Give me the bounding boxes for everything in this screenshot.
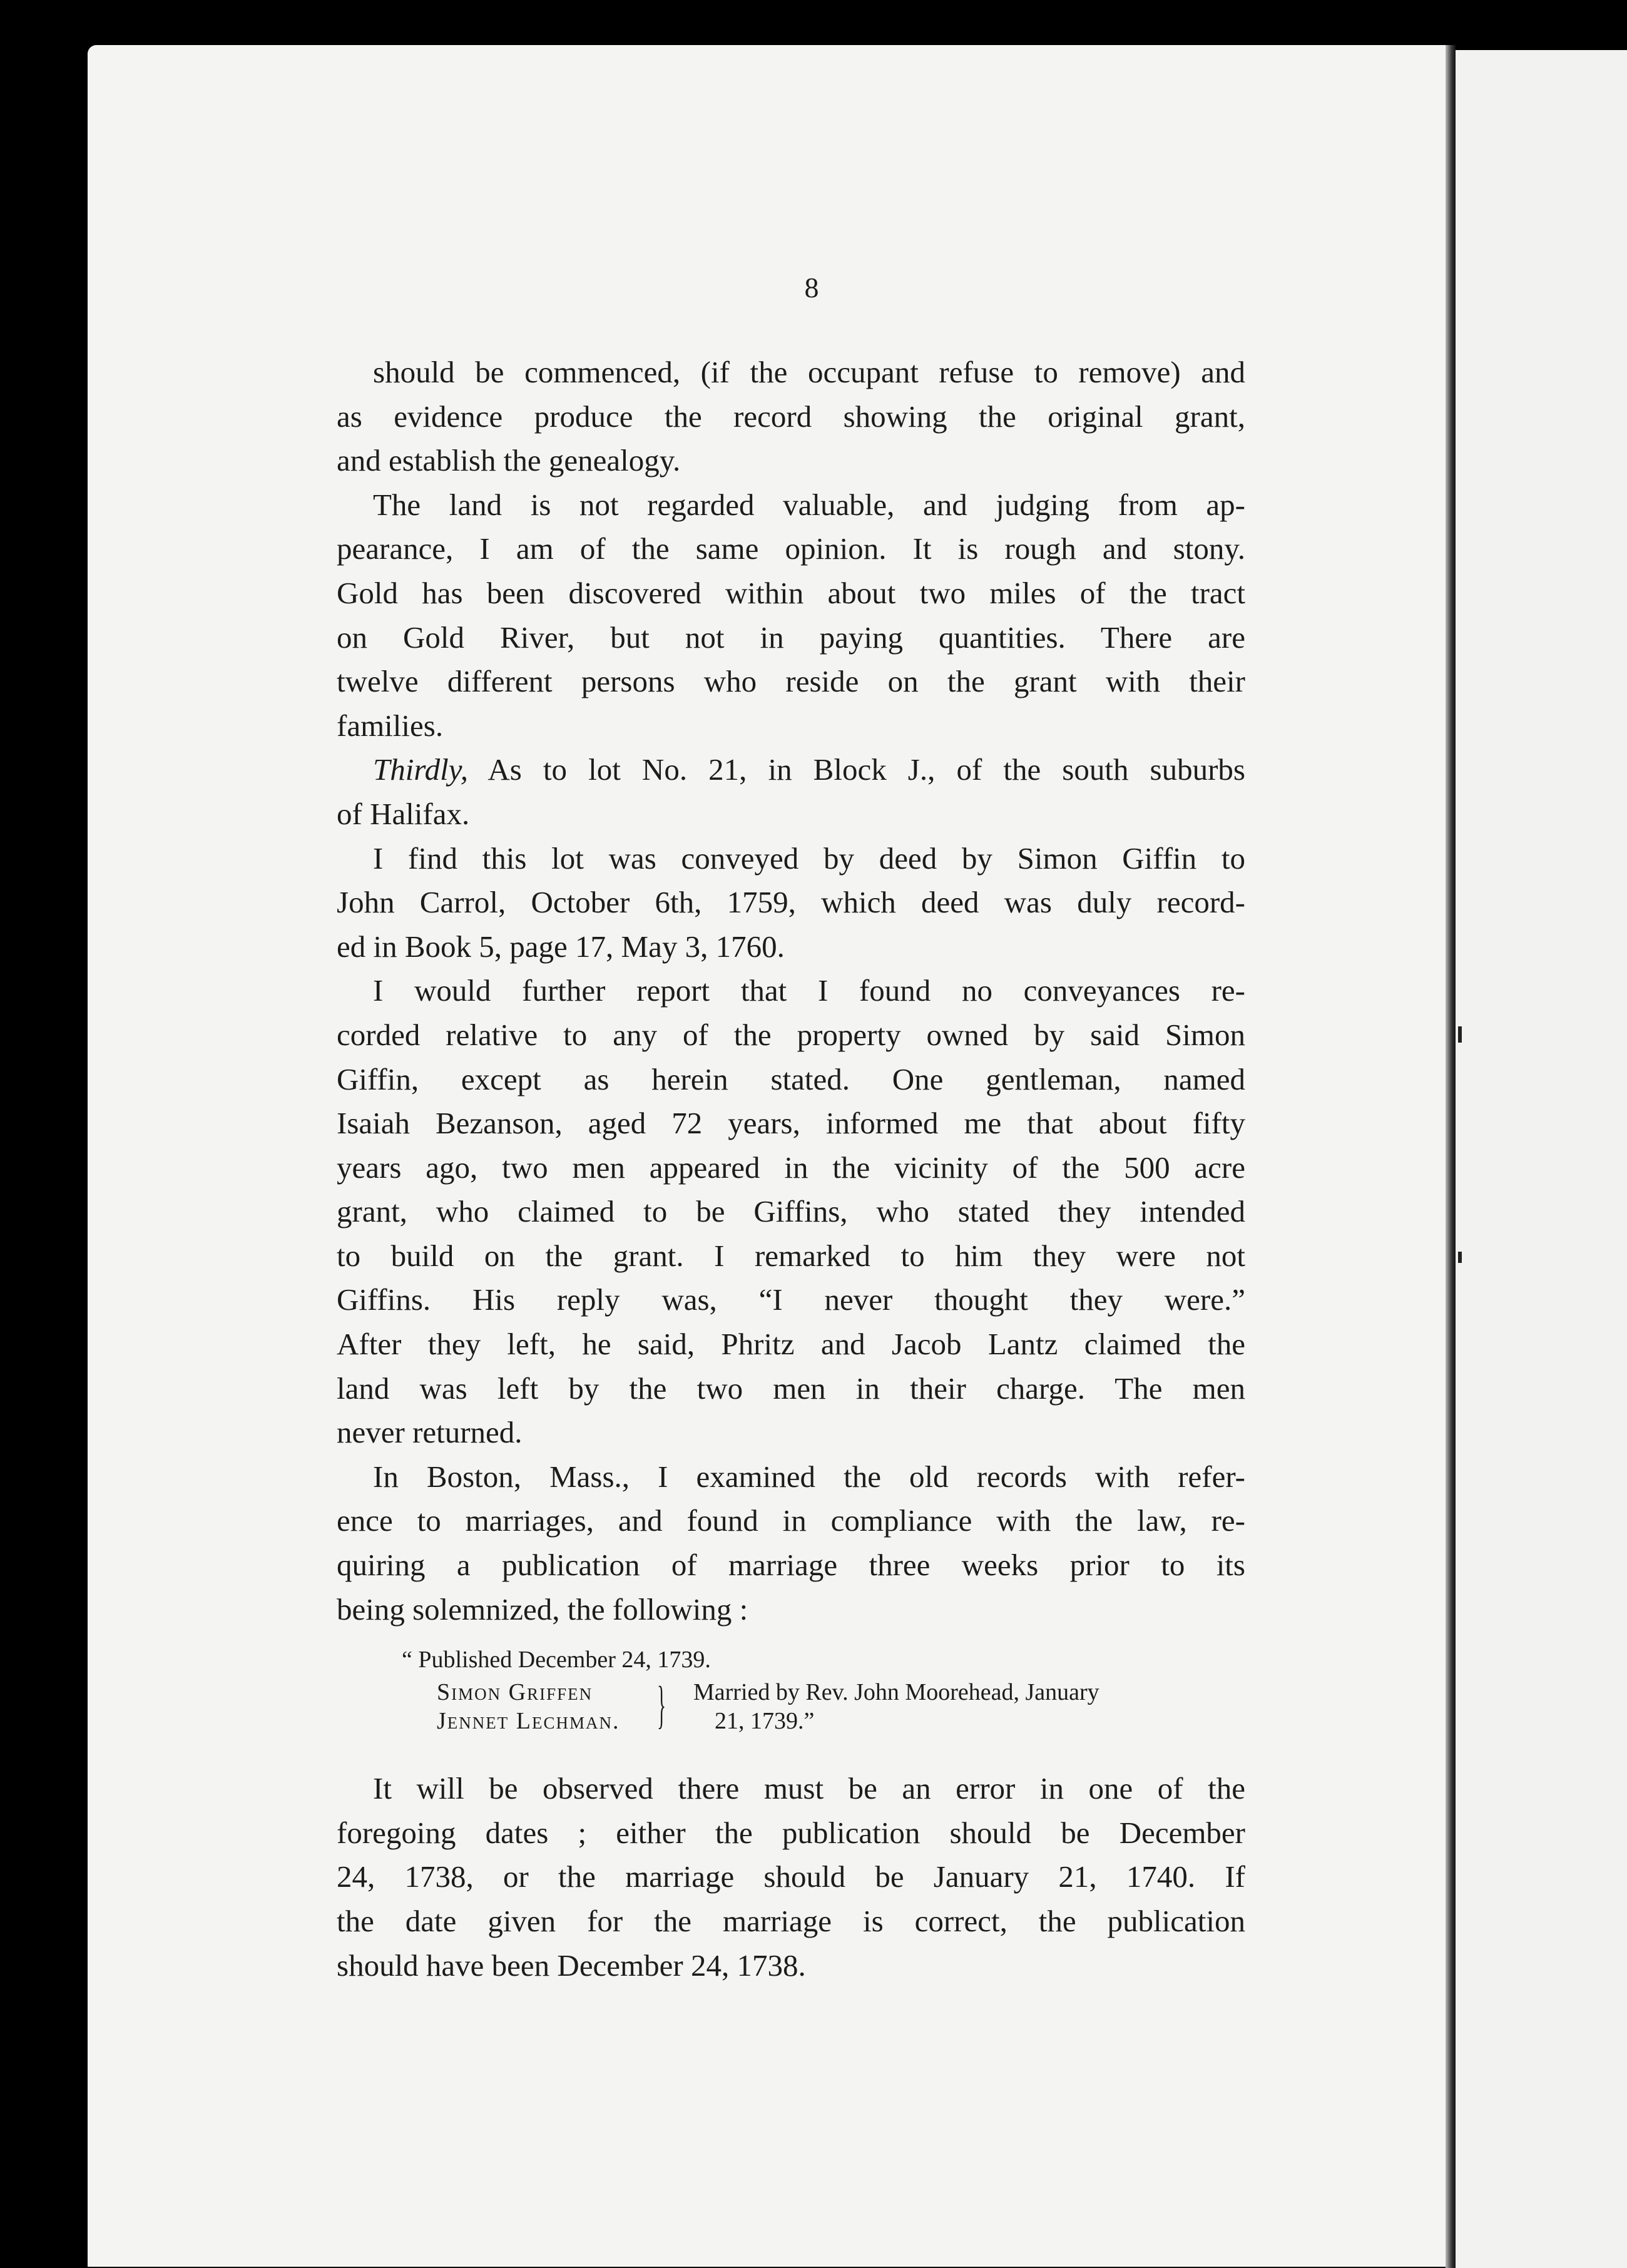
text-line: pearance, I am of the same opinion. It is rough and stony. <box>337 531 1245 566</box>
book-gutter <box>1446 45 1456 2268</box>
text-line: I find this lot was conveyed by deed by Simon Giffin to <box>373 840 1245 876</box>
text-line: on Gold River, but not in paying quantities. There are <box>337 620 1245 655</box>
text-line: corded relative to any of the property owned by said Simon <box>337 1017 1245 1052</box>
text-line: years ago, two men appeared in the vicinity of the 500 acre <box>337 1150 1245 1185</box>
paragraph <box>337 969 1245 1455</box>
line-text: As to lot No. 21, in Block J., of the south suburbs <box>468 752 1245 787</box>
text-line: and establish the genealogy. <box>337 443 681 478</box>
text-line: never returned. <box>337 1415 523 1450</box>
quote-married-line: Married by Rev. John Moorehead, January <box>693 1679 1099 1706</box>
brace-glyph: } <box>657 1676 666 1735</box>
text-line: of Halifax. <box>337 796 470 831</box>
page-number: 8 <box>804 272 819 304</box>
facing-page-edge <box>1453 50 1627 2268</box>
text-line: quiring a publication of marriage three weeks prior to its <box>337 1548 1245 1583</box>
text-line: twelve different persons who reside on the grant with their <box>337 664 1245 699</box>
italic-lead: Thirdly, <box>373 752 469 787</box>
text-line: Isaiah Bezanson, aged 72 years, informed me that about fifty <box>337 1106 1245 1141</box>
text-line: grant, who claimed to be Giffins, who stated they intended <box>337 1194 1245 1229</box>
quote-published-line: “ Published December 24, 1739. <box>402 1647 711 1673</box>
quote-name-groom: Simon Griffen <box>437 1679 593 1706</box>
paragraph <box>337 1767 1245 1988</box>
text-line: ence to marriages, and found in compliance with the law, re- <box>337 1503 1245 1538</box>
text-line: John Carrol, October 6th, 1759, which deed was duly record- <box>337 885 1245 920</box>
margin-mark <box>1458 1026 1462 1043</box>
text-line: foregoing dates ; either the publication should be December <box>337 1815 1245 1850</box>
quote-names <box>437 1678 620 1735</box>
text-line: I would further report that I found no conveyances re- <box>373 973 1245 1008</box>
quote-married-text <box>693 1678 1245 1735</box>
paragraph <box>337 350 1245 483</box>
text-line: In Boston, Mass., I examined the old records with refer- <box>373 1459 1245 1494</box>
text-line: the date given for the marriage is correct, the publication <box>337 1904 1245 1938</box>
text-line: The land is not regarded valuable, and judging from ap- <box>373 487 1245 522</box>
text-line: 24, 1738, or the marriage should be January 21, 1740. If <box>337 1859 1245 1894</box>
text-line: Giffins. His reply was, “I never thought they were.” <box>337 1282 1245 1317</box>
text-line: Gold has been discovered within about two miles of the tract <box>337 575 1245 610</box>
text-line: It will be observed there must be an error in one of the <box>373 1771 1245 1806</box>
text-line: being solemnized, the following : <box>337 1591 748 1627</box>
text-line: land was left by the two men in their charge. The men <box>337 1371 1245 1406</box>
text-line: should have been December 24, 1738. <box>337 1948 806 1983</box>
text-line <box>337 748 1245 792</box>
margin-mark <box>1458 1252 1462 1263</box>
paragraph <box>337 837 1245 969</box>
paragraph <box>337 483 1245 748</box>
text-line: to build on the grant. I remarked to him they were not <box>337 1238 1245 1273</box>
text-line: ed in Book 5, page 17, May 3, 1760. <box>337 929 785 964</box>
text-line: families. <box>337 708 444 743</box>
marriage-record-quote <box>337 1645 1245 1739</box>
text-line: Giffin, except as herein stated. One gentleman, named <box>337 1061 1245 1096</box>
text-line: as evidence produce the record showing the original grant, <box>337 399 1245 434</box>
paragraph <box>337 1455 1245 1632</box>
text-line: After they left, he said, Phritz and Jacob Lantz claimed the <box>337 1327 1245 1362</box>
page-text <box>337 269 1245 1988</box>
text-line: should be commenced, (if the occupant refuse to remove) and <box>373 355 1245 389</box>
closing-paragraph-container <box>337 1767 1245 1988</box>
body-paragraphs <box>337 350 1245 1632</box>
quote-name-bride: Jennet Lechman. <box>437 1708 620 1735</box>
quote-married-line: 21, 1739.” <box>715 1708 815 1735</box>
paragraph <box>337 748 1245 836</box>
